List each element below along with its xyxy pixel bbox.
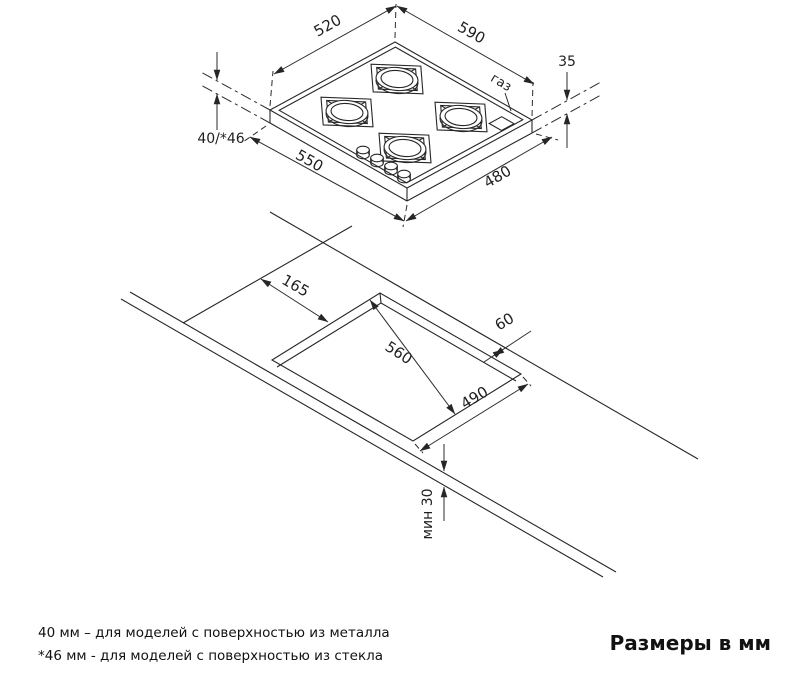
dim-40-46-label: 40/*46 [197, 131, 245, 147]
dim-550-label: 550 [292, 145, 327, 176]
dim-560-label: 560 [381, 337, 416, 369]
hob-isometric-view [197, 4, 601, 227]
dimension-560 [370, 300, 455, 414]
dim-35-label: 35 [558, 54, 576, 70]
dim-490-label: 490 [457, 382, 492, 413]
dim-165-label: 165 [278, 270, 313, 301]
dimension-165 [261, 271, 328, 322]
dim-480-label: 480 [480, 161, 515, 192]
dimension-40-46 [197, 52, 244, 147]
worktop-front-edge [130, 292, 616, 572]
dimension-min-30 [420, 444, 444, 540]
dim-520-label: 520 [310, 10, 345, 41]
worktop-cutout-view [121, 212, 698, 577]
footnotes [38, 625, 390, 664]
dim-60-label: 60 [491, 309, 518, 335]
worktop-front-edge-lower [121, 299, 603, 577]
dimension-60 [484, 309, 531, 362]
dimension-490 [415, 377, 531, 453]
footnote-metal: 40 мм – для моделей с поверхностью из металла [38, 625, 390, 641]
worktop-left-end [183, 226, 352, 323]
dim-590-label: 590 [454, 17, 489, 48]
footnote-glass: *46 мм - для моделей с поверхностью из стекла [38, 648, 383, 664]
gas-label: газ [487, 70, 514, 96]
units-note: Размеры в мм [609, 631, 771, 655]
cutout-opening [272, 293, 521, 441]
dim-min-30-label: мин 30 [420, 488, 436, 540]
